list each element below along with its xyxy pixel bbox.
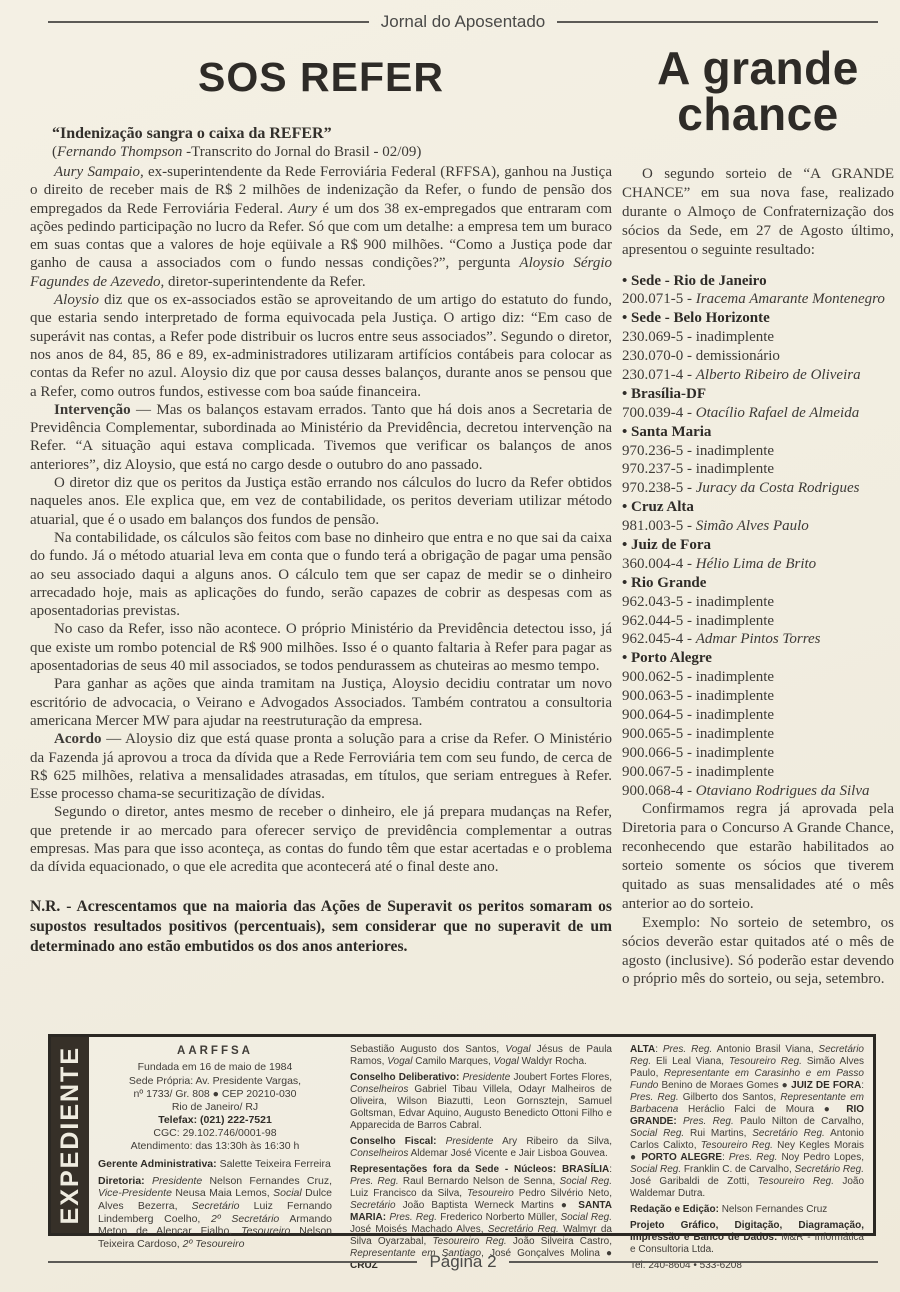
result-group-header: • Sede - Belo Horizonte xyxy=(622,309,894,328)
expediente-bar xyxy=(51,1037,89,1233)
article-title xyxy=(622,42,894,140)
result-group-header: • Brasília-DF xyxy=(622,385,894,404)
raffle-results xyxy=(622,272,894,801)
result-entry: 700.039-4 - Otacílio Rafael de Almeida xyxy=(622,404,860,421)
header-rule-right xyxy=(557,21,878,23)
title-line-1: A grande xyxy=(657,42,859,94)
title-line-2: chance xyxy=(677,87,839,140)
staff-paragraph: Projeto Gráfico, Digitação, Diagramação, Impressão e Banco de Dados: M&R - Informática e Consultoria Ltda. xyxy=(630,1220,864,1255)
result-group-header: • Rio Grande xyxy=(622,574,894,593)
result-group-header: • Porto Alegre xyxy=(622,649,894,668)
closing-paragraphs xyxy=(622,800,894,989)
page-number: Página 2 xyxy=(429,1252,497,1271)
body-paragraph: Na contabilidade, os cálculos são feitos com base no dinheiro que entra e no que sai da caixa do fundo. Já o método atuarial leva em conta que o fundo terá a obrigação de pagar uma pensão ao seu associado daqui a alguns anos. O cálculo tem que ser capaz de medir se o dinheiro arrecadado hoje, mais as aplicações do fundo, serão capazes de cobrir as despesas com as aposentadorias previstas. xyxy=(30,529,612,620)
journal-title: Jornal do Aposentado xyxy=(380,12,546,31)
body-paragraph: Acordo — Aloysio diz que está quase pronta a solução para a crise da Refer. O Ministério da Fazenda já aprovou a troca da dívida que a Rede Ferroviária tem com seu fundo, de cerca de R$ 625 milhões, relativa a mensalidades atrasadas, em títulos, que seriam entregues à Refer. Esse processo chama-se securitização de dívidas. xyxy=(30,731,612,803)
closing-paragraph: Exemplo: No sorteio de setembro, os sócios deverão estar quitados até o mês de agosto (inclusive). Só poderão estar devendo o próprio mês do sorteio, ou seja, setembro. xyxy=(622,914,894,988)
result-entry: 900.066-5 - inadimplente xyxy=(622,744,775,761)
body-paragraph: O diretor diz que os peritos da Justiça estão errando nos cálculos do lucro da Refer obtidos naqueles anos. Ele explica que, em vez de contabilidade, os peritos deveriam utilizar método atuarial, que é o usado em balanços dos fundos de pensão. xyxy=(30,475,612,528)
org-info xyxy=(98,1044,332,1153)
result-group-header: • Cruz Alta xyxy=(622,498,894,517)
footer-rule-left xyxy=(48,1261,417,1263)
staff-paragraph: Representações fora da Sede - Núcleos: BRASÍLIA: Pres. Reg. Raul Bernardo Nelson de Senna, Social Reg. Luiz Francisco da Silva, Tesoureiro Pedro Silvério Neto, Secretário João Baptista Werneck Martins ● SANTA MARIA: Pres. Reg. Frederico Norberto Müller, Social Reg. José Moisés Machado Alves, Secretário Reg. Walmyr da Silva Oyarzabal, Tesoureiro Reg. João Silveira Castro, Representante em Santiago, José Gonçalves Molina ● CRUZ xyxy=(350,1164,613,1271)
intro-paragraph: O segundo sorteio de “A GRANDE CHANCE” em sua nova fase, realizado durante o Almoço de Confraternização dos sócios da Sede, em 27 de Agosto último, apresentou o seguinte resultado: xyxy=(622,166,894,258)
org-telefax-line: Telefax: (021) 222-7521 xyxy=(158,1113,272,1126)
body-paragraph: No caso da Refer, isso não acontece. O próprio Ministério da Previdência detectou isso, já que existe um rombo potencial de R$ 900 milhões. Isso é o quanto faltaria à Refer para pagar as aposentadorias de seus 40 mil associados, se todos pendurassem as chuteiras ao mesmo tempo. xyxy=(30,621,612,675)
body-paragraph: Aury Sampaio, ex-superintendente da Rede Ferroviária Federal (RFFSA), ganhou na Justiça o direito de receber mais de R$ 2 milhões de indenização da Refer, o fundo de pensão dos empregados da Rede Ferroviária Federal. Aury é um dos 38 ex-empregados que entraram com ações pedindo participação no lucro da Refer. Só que com um detalhe: a empresa tem um buraco em suas contas que a valores de hoje eqüivale a R$ 900 milhões. “Como a Justiça pode dar ganho de causa a associados com o fundo nessas condições?”, pergunta Aloysio Sérgio Fagundes de Azevedo, diretor-superintendente da Refer. xyxy=(30,164,612,290)
org-info-line: Sede Própria: Av. Presidente Vargas, xyxy=(128,1074,302,1087)
result-group xyxy=(622,498,894,536)
phone-line: Tel. 240-8604 • 533-6208 xyxy=(630,1260,742,1271)
result-group xyxy=(622,649,894,800)
article-a-grande-chance xyxy=(622,42,894,1032)
org-name: AARFFSA xyxy=(177,1045,253,1057)
article-title: SOS REFER xyxy=(198,54,444,100)
article-byline: (Fernando Thompson -Transcrito do Jornal do Brasil - 02/09) xyxy=(52,144,422,160)
result-entry: 970.236-5 - inadimplente xyxy=(622,442,775,459)
result-group xyxy=(622,385,894,423)
body-paragraph: Intervenção — Mas os balanços estavam errados. Tanto que há dois anos a Secretaria de Previdência Complementar, subordinada ao Ministério da Previdência, decretou intervenção na Refer. “A situação aqui estava complicada. Tivemos que verificar os balanços de anos anteriores”, diz Aloysio, que está no cargo desde o outubro do ano passado. xyxy=(30,401,612,473)
staff-paragraph: Conselho Fiscal: Presidente Ary Ribeiro da Silva, Conselheiros Aldemar José Vicente e Jair Lisboa Gouvea. xyxy=(350,1136,613,1159)
result-entry: 962.044-5 - inadimplente xyxy=(622,612,775,629)
result-entry: 970.237-5 - inadimplente xyxy=(622,461,775,478)
org-info-line: Fundada em 16 de maio de 1984 xyxy=(137,1061,293,1074)
article-subtitle: “Indenização sangra o caixa da REFER” xyxy=(52,125,332,142)
result-group-header: • Santa Maria xyxy=(622,423,894,442)
page-header xyxy=(48,12,878,32)
page-footer xyxy=(48,1252,878,1272)
result-entry: 900.065-5 - inadimplente xyxy=(622,725,775,742)
result-group-header: • Sede - Rio de Janeiro xyxy=(622,272,894,291)
org-info-line: nº 1733/ Gr. 808 ● CEP 20210-030 xyxy=(133,1087,297,1100)
result-entry: 970.238-5 - Juracy da Costa Rodrigues xyxy=(622,480,860,497)
result-entry: 230.069-5 - inadimplente xyxy=(622,329,775,346)
staff-paragraph: Diretoria: Presidente Nelson Fernandes Cruz, Vice-Presidente Neusa Maia Lemos, Social Dulce Alves Bezerra, Secretário Luiz Fernando Lindemberg Coelho, 2º Secretário Armando Meton de Alencar Fialho, Tesoureiro Nelson Teixeira Cardoso, 2º Tesoureiro xyxy=(98,1174,333,1250)
result-group xyxy=(622,309,894,385)
staff-paragraph: ALTA: Pres. Reg. Antonio Brasil Viana, Secretário Reg. Eli Leal Viana, Tesoureiro Reg. Simão Alves Paulo, Representante em Carasinho e em Passo Fundo Benino de Moraes Gomes ● JUIZ DE FORA: Pres. Reg. Gilberto dos Santos, Representante em Barbacena Heráclio Falci de Moura ● RIO GRANDE: Pres. Reg. Paulo Nilton de Carvalho, Social Reg. Rui Martins, Secretário Reg. Antonio Carlos Calixto, Tesoureiro Reg. Ney Kegles Morais ● PORTO ALEGRE: Pres. Reg. Noy Pedro Lopes, Social Reg. Franklin C. de Carvalho, Secretário Reg. José Garibaldi de Zotti, Tesoureiro Reg. João Waldemar Dutra. xyxy=(630,1044,865,1199)
result-entry: 900.067-5 - inadimplente xyxy=(622,763,775,780)
org-hours-line: Atendimento: das 13:30h às 16:30 h xyxy=(130,1140,300,1153)
result-group xyxy=(622,536,894,574)
editors-note: N.R. - Acrescentamos que na maioria das Ações de Superavit os peritos somaram os supostos resultados positivos (percentuais), sem considerar que no superavit de um determinado ano estão embutidos os dos anos anteriores. xyxy=(30,897,612,956)
result-entry: 360.004-4 - Hélio Lima de Brito xyxy=(622,555,817,572)
staff-paragraph: Sebastião Augusto dos Santos, Vogal Jésus de Paula Ramos, Vogal Camilo Marques, Vogal Waldyr Rocha. xyxy=(350,1044,612,1067)
header-rule-left xyxy=(48,21,369,23)
expediente-column-3 xyxy=(621,1037,873,1271)
result-entry: 230.070-0 - demissionário xyxy=(622,348,780,365)
result-group xyxy=(622,574,894,650)
result-entry: 962.045-4 - Admar Pintos Torres xyxy=(622,631,821,648)
result-group xyxy=(622,272,894,310)
result-entry: 230.071-4 - Alberto Ribeiro de Oliveira xyxy=(622,366,861,383)
result-group-header: • Juiz de Fora xyxy=(622,536,894,555)
closing-paragraph: Confirmamos regra já aprovada pela Diretoria para o Concurso A Grande Chance, reconhecendo que estarão habilitados ao sorteio somente os sócios que tiverem quitado as suas mensalidades até o mês anterior ao do sorteio. xyxy=(622,801,894,912)
body-paragraph: Aloysio diz que os ex-associados estão se aproveitando de um artigo do estatuto do fundo, que estaria sendo interpretado de forma equivocada pela Justiça. O artigo diz: “Em caso de superávit nas contas, a Refer pode distribuir os lucros entre seus associados”. Segundo o diretor, nos anos de 84, 85, 86 e 89, ex-administradores utilizaram artifícios contábeis para colocar as contas da Refer no azul. Aloysio diz que por causa desses balanços, durante anos se pensou que a Refer, como outros fundos, estivesse com boa saúde financeira. xyxy=(30,292,612,400)
org-info-line: Rio de Janeiro/ RJ xyxy=(171,1100,259,1113)
expediente-column-1 xyxy=(89,1037,341,1250)
result-entry: 900.068-4 - Otaviano Rodrigues da Silva xyxy=(622,782,870,799)
result-entry: 900.064-5 - inadimplente xyxy=(622,707,775,723)
body-paragraph: Para ganhar as ações que ainda tramitam na Justiça, Aloysio decidiu contratar um novo escritório de advocacia, o Veirano e Advogados Associados. Também contratou a consultoria americana Mercer MW para ajudar na reestruturação da empresa. xyxy=(30,676,612,729)
staff-paragraph: Gerente Administrativa: Salette Teixeira Ferreira xyxy=(98,1158,331,1171)
org-cgc-line: CGC: 29.102.746/0001-98 xyxy=(153,1127,277,1139)
result-entry: 981.003-5 - Simão Alves Paulo xyxy=(622,518,809,535)
result-group xyxy=(622,423,894,499)
article-sos-refer xyxy=(30,42,612,1030)
footer-rule-right xyxy=(509,1261,878,1263)
result-entry: 900.062-5 - inadimplente xyxy=(622,669,775,686)
result-entry: 962.043-5 - inadimplente xyxy=(622,593,775,610)
result-entry: 200.071-5 - Iracema Amarante Montenegro xyxy=(622,291,885,308)
result-entry: 900.063-5 - inadimplente xyxy=(622,688,775,705)
expediente-bar-label: EXPEDIENTE xyxy=(55,1045,84,1225)
staff-paragraph: Redação e Edição: Nelson Fernandes Cruz xyxy=(630,1204,828,1215)
staff-paragraph: Conselho Deliberativo: Presidente Joubert Fortes Flores, Conselheiros Gabriel Tibau Villela, Odayr Malheiros de Oliveira, Wilson Biazutti, Leon Gornsztejn, Samuel Goltsman, Edvar Aquino, Augusto Benedicto Ottoni Filho e Apparecida de Barros Cabral. xyxy=(350,1072,613,1131)
body-paragraph: Segundo o diretor, antes mesmo de receber o dinheiro, ele já prepara mudanças na Refer, que pretende ir ao mercado para oferecer serviço de previdência complementar a outras empresas. Mas para que isso aconteça, as contas do fundo têm que estar acertadas e o problema da dívida equacionado, o que ele acredita que acontecerá até o final deste ano. xyxy=(30,804,612,876)
